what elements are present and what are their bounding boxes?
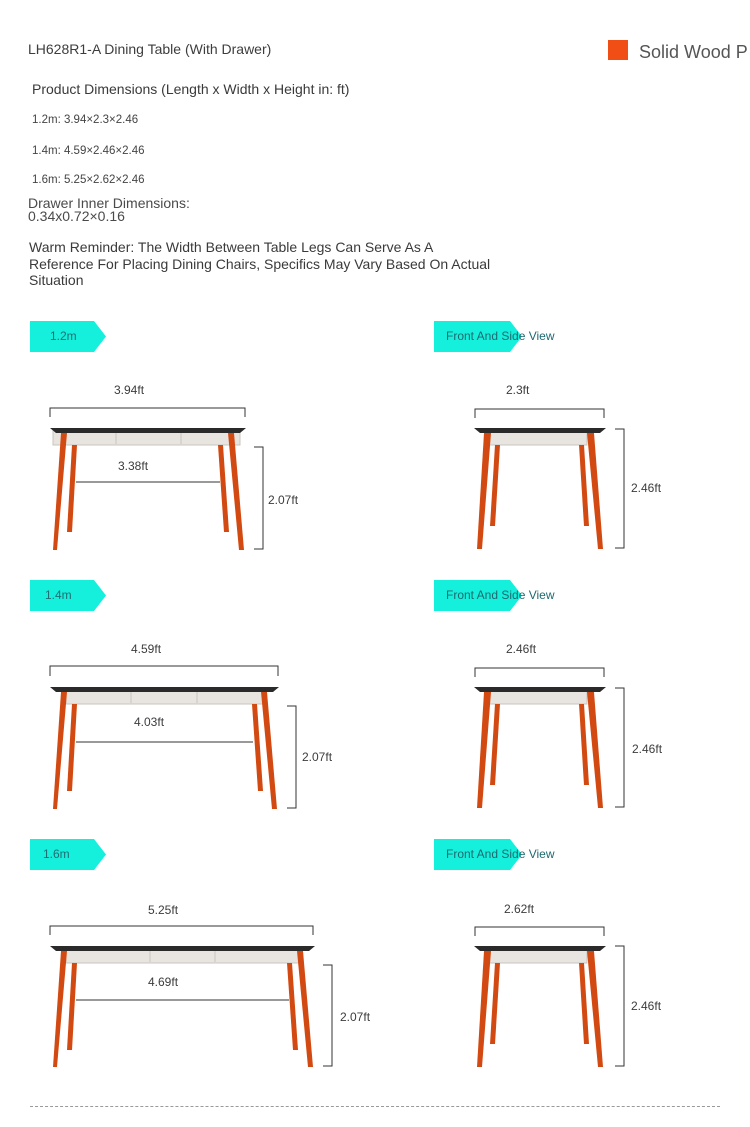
front-view-1-6m [50, 926, 332, 1067]
material-label: Solid Wood P [639, 42, 748, 62]
inner-width-label-1-6m: 4.69ft [148, 975, 179, 989]
width-label-1-2m: 2.3ft [506, 383, 530, 397]
height-label-1-6m: 2.46ft [631, 999, 662, 1013]
size-spec-1-4m: 1.4m: 4.59×2.46×2.46 [32, 145, 145, 157]
product-title: LH628R1-A Dining Table (With Drawer) [28, 41, 272, 57]
front-height-label-1-2m: 2.07ft [268, 493, 299, 507]
drawer-dimensions-value: 0.34x0.72×0.16 [28, 208, 125, 224]
length-label-1-4m: 4.59ft [131, 642, 162, 656]
side-view-1-2m [474, 409, 624, 549]
warm-reminder: Warm Reminder: The Width Between Table Legs Can Serve As A Reference For Placing Dining Chairs, Specifics May Vary Based On Actual Situation [29, 239, 491, 288]
view-tag-label: Front And Side View [446, 329, 555, 343]
front-view-1-4m [50, 666, 296, 809]
side-view-1-4m [474, 668, 624, 808]
size-spec-1-6m: 1.6m: 5.25×2.62×2.46 [32, 174, 145, 186]
view-tag-label: Front And Side View [446, 588, 555, 602]
length-label-1-2m: 3.94ft [114, 383, 145, 397]
drawer-dimensions-label: Drawer Inner Dimensions: [28, 195, 190, 211]
size-tag-label: 1.2m [50, 329, 77, 343]
height-label-1-2m: 2.46ft [631, 481, 662, 495]
inner-width-label-1-4m: 4.03ft [134, 715, 165, 729]
height-label-1-4m: 2.46ft [632, 742, 663, 756]
size-tag-label: 1.4m [45, 588, 72, 602]
width-label-1-4m: 2.46ft [506, 642, 537, 656]
front-height-label-1-4m: 2.07ft [302, 750, 333, 764]
side-view-1-6m [474, 927, 624, 1067]
width-label-1-6m: 2.62ft [504, 902, 535, 916]
bottom-divider [30, 1106, 720, 1107]
front-view-1-2m [50, 408, 263, 550]
inner-width-label-1-2m: 3.38ft [118, 459, 149, 473]
size-spec-1-2m: 1.2m: 3.94×2.3×2.46 [32, 114, 139, 126]
length-label-1-6m: 5.25ft [148, 903, 179, 917]
size-tag-label: 1.6m [43, 847, 70, 861]
front-height-label-1-6m: 2.07ft [340, 1010, 371, 1024]
dimensions-heading: Product Dimensions (Length x Width x Height in: ft) [32, 81, 350, 97]
view-tag-label: Front And Side View [446, 847, 555, 861]
